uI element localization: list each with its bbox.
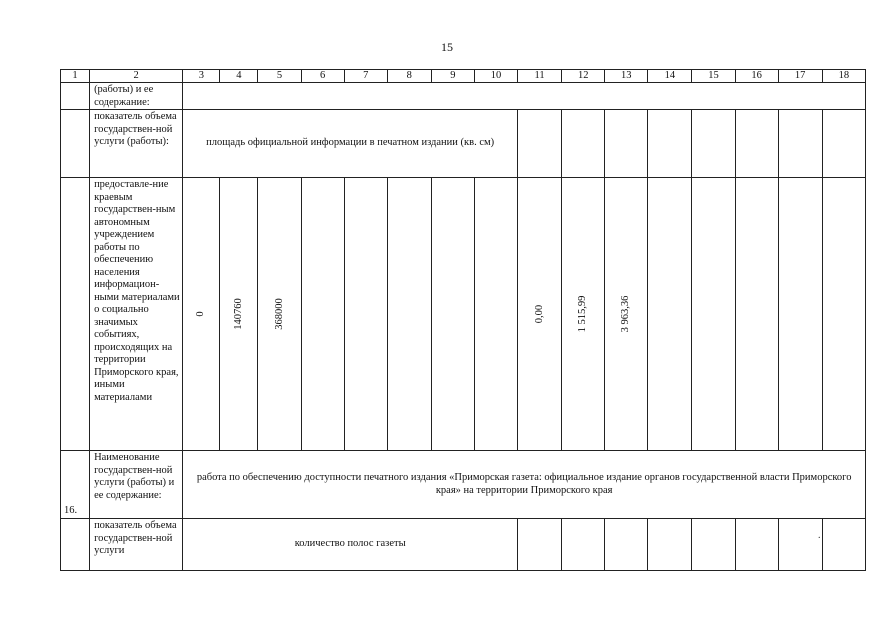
service-description: работа по обеспечению доступности печатного издания «Приморская газета: официальное издание органов государственной власти Приморского края» на территории Приморского края — [183, 451, 866, 519]
indicator-description: площадь официальной информации в печатном издании (кв. см) — [183, 110, 518, 178]
scan-mark: . — [818, 530, 821, 541]
table-row — [61, 178, 866, 451]
row-label: показатель объема государствен-ной услуги — [90, 519, 183, 571]
column-number: 3 — [183, 70, 220, 83]
column-number: 2 — [90, 70, 183, 83]
column-number: 15 — [692, 70, 735, 83]
column-number: 18 — [822, 70, 865, 83]
page-number: 15 — [441, 40, 453, 54]
row-number: 16. — [61, 451, 90, 519]
cell-value: 0 — [195, 311, 207, 317]
column-number: 6 — [301, 70, 344, 83]
column-number: 14 — [648, 70, 692, 83]
table-row — [61, 451, 866, 519]
cell-value: 1 515,99 — [576, 295, 588, 333]
column-number-row — [61, 70, 866, 83]
document-table — [60, 69, 866, 571]
column-number: 7 — [344, 70, 387, 83]
column-number: 8 — [387, 70, 431, 83]
row-label: предоставле-ние краевым государствен-ным автономным учреждением работы по обеспечению населения информацион-ными материалами о социально значимых событиях, происходящих на территории Приморского края, иными материалами — [90, 178, 183, 451]
cell-value: 0,00 — [533, 304, 545, 324]
column-number: 13 — [605, 70, 648, 83]
column-number: 4 — [220, 70, 258, 83]
cell-value: 140760 — [232, 298, 244, 330]
column-number: 10 — [474, 70, 517, 83]
indicator-description: количество полос газеты — [183, 519, 518, 571]
column-number: 16 — [735, 70, 778, 83]
column-number: 1 — [61, 70, 90, 83]
column-number: 9 — [431, 70, 474, 83]
table-row — [61, 83, 866, 110]
cell-value: 368000 — [273, 298, 285, 330]
row-label: (работы) и ее содержание: — [90, 83, 183, 110]
column-number: 5 — [258, 70, 301, 83]
column-number: 11 — [518, 70, 562, 83]
table-row — [61, 110, 866, 178]
row-label: Наименование государствен-ной услуги (работы) и ее содержание: — [90, 451, 183, 519]
column-number: 12 — [562, 70, 605, 83]
column-number: 17 — [778, 70, 822, 83]
cell-value: 3 963,36 — [620, 295, 632, 333]
row-label: показатель объема государствен-ной услуги (работы): — [90, 110, 183, 178]
table-row — [61, 519, 866, 571]
